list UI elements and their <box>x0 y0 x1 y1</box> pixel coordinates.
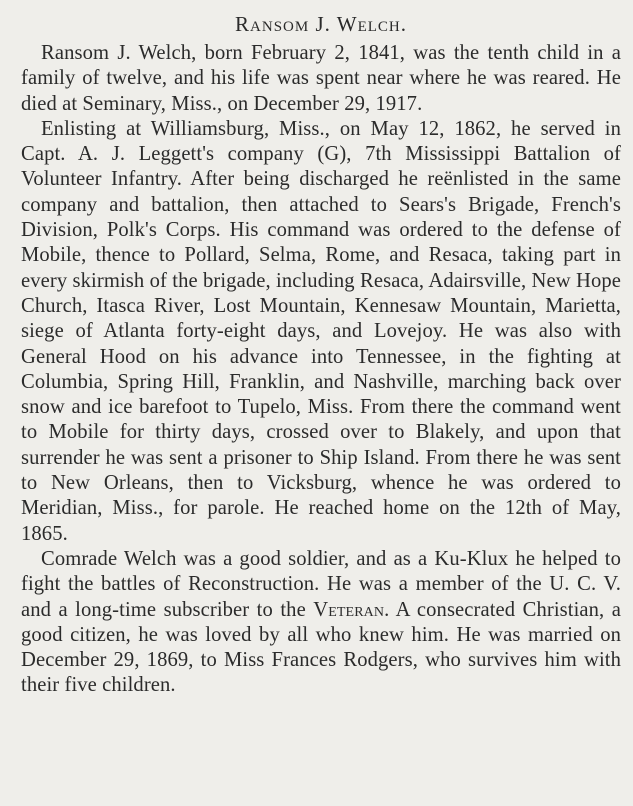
paragraph-military-service: Enlisting at Williamsburg, Miss., on May 12, 1862, he served in Capt. A. J. Leggett's company (G), 7th Mississippi Battalion of Volunteer Infantry. After being discharged he reënlisted in the same company and battalion, then attached to Sears's Brigade, French's Division, Polk's Corps. His command was ordered to the defense of Mobile, thence to Pollard, Selma, Rome, and Resaca, taking part in every skirmish of the brigade, including Resaca, Adairsville, New Hope Church, Itasca River, Lost Mountain, Kennesaw Mountain, Marietta, siege of Atlanta forty-eight days, and Lovejoy. He was also with General Hood on his advance into Tennessee, in the fighting at Columbia, Spring Hill, Franklin, and Nashville, marching back over snow and ice barefoot to Tupelo, Miss. From there the command went to Mobile for thirty days, crossed over to Blakely, and upon that surrender he was sent a prisoner to Ship Island. From there he was sent to New Orleans, then to Vicksburg, whence he was ordered to Meridian, Miss., for parole. He reached home on the 12th of May, 1865. <box>21 117 621 545</box>
paragraph-later-life <box>21 547 621 699</box>
paragraph-later-life-text-end: . A consecrated Christian, a good citizen, he was loved by all who knew him. He was married on December 29, 1869, to Miss Frances Rodgers, who survives him with their five children. <box>21 598 621 697</box>
paragraph-later-life-text-start: Comrade Welch was a good soldier, and as a Ku-Klux he helped to fight the battles of Reconstruction. He was a member of the U. C. V. and a long-time subscriber to the <box>21 547 621 621</box>
veteran-title: Veteran <box>313 598 385 621</box>
page-title: Ransom J. Welch. <box>235 12 407 36</box>
paragraph-birth-death: Ransom J. Welch, born February 2, 1841, was the tenth child in a family of twelve, and his life was spent near where he was reared. He died at Seminary, Miss., on December 29, 1917. <box>21 42 621 115</box>
